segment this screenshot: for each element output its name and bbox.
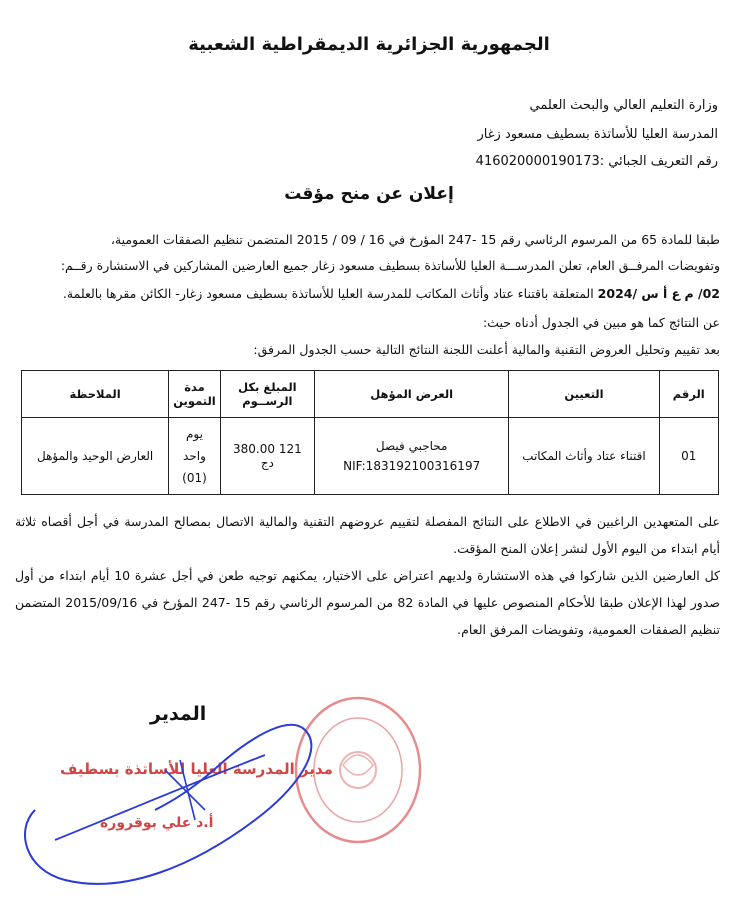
- table-row: [22, 418, 719, 495]
- table-header-row: [22, 371, 719, 418]
- duration-line-2: واحد: [183, 449, 206, 463]
- intro-line-3-rest: المتعلقة باقتناء عتاد وأثاث المكاتب للمدرسة العليا للأساتذة بسطيف مسعود زغار- الكائن مقرها بالعلمة.: [62, 286, 598, 301]
- director-title: المدير: [150, 703, 207, 725]
- tax-id-value: 416020000190173: [475, 154, 600, 169]
- header-num: الرقم: [659, 371, 718, 418]
- signature-stamp-line-2: أ.د علي بوقرورة: [100, 815, 214, 831]
- tax-id-line: [198, 154, 718, 170]
- results-table: [21, 370, 719, 495]
- announcement-title: إعلان عن منح مؤقت: [284, 184, 454, 204]
- handwritten-signature-image: [5, 700, 335, 900]
- duration-line-3: (01): [182, 471, 207, 485]
- header-duration: مدة التموين: [169, 371, 221, 418]
- offer-name: محاجبي فيصل: [375, 439, 448, 453]
- header-note: الملاحظة: [22, 371, 169, 418]
- intro-line-2: وتفويضات المرفــق العام، تعلن المدرســـة العليا للأساتذة بسطيف مسعود زغار جميع العارضين المشاركين في الاستشارة رقــم:: [60, 258, 720, 273]
- duration-line-1: يوم: [185, 427, 203, 441]
- intro-line-4: عن النتائج كما هو مبين في الجدول أدناه حيث:: [482, 315, 720, 330]
- cell-num: 01: [659, 418, 718, 495]
- header-offer: العرض المؤهل: [314, 371, 508, 418]
- signature-stamp-line-1: مدير المدرسة العليا للأساتذة بسطيف: [60, 760, 333, 778]
- cell-note: العارض الوحيد والمؤهل: [22, 418, 169, 495]
- header-amount: المبلغ بكل الرســوم: [220, 371, 314, 418]
- amount-value: 121 380.00 دج: [233, 442, 302, 470]
- school-line: المدرسة العليا للأساتذة بسطيف مسعود زغار: [477, 127, 718, 142]
- intro-line-1: طبقا للمادة 65 من المرسوم الرئاسي رقم 15 -247 المؤرخ في 16 / 09 / 2015 المتضمن تنظيم الصفقات العمومية،: [110, 232, 720, 247]
- intro-line-3: [15, 286, 720, 302]
- offer-nif: NIF:183192100316197: [343, 459, 481, 473]
- cell-offer: [314, 418, 508, 495]
- cell-amount: [220, 418, 314, 495]
- tax-id-label: رقم التعريف الجبائي :: [599, 154, 718, 169]
- ministry-line: وزارة التعليم العالي والبحث العلمي: [529, 98, 718, 113]
- cell-designation: اقتناء عتاد وأثاث المكاتب: [509, 418, 659, 495]
- consultation-number: 02/ م ع أ س /2024: [597, 286, 720, 301]
- body-paragraph-1: على المتعهدين الراغبين في الاطلاع على النتائج المفصلة لتقييم عروضهم التقنية والمالية الاتصال بمصالح المدرسة في أجل أقصاه ثلاثة أيام ابتداء من اليوم الأول لنشر إعلان المنح المؤقت.: [15, 514, 720, 556]
- body-paragraph-2: كل العارضين الذين شاركوا في هذه الاستشارة ولديهم اعتراض على الاختيار، يمكنهم توجيه طعن في أجل عشرة 10 أيام ابتداء من أول صدور لهذا الإعلان طبقا للأحكام المنصوص عليها في المادة 82 من المرسوم الرئاسي رقم 15 -247 المؤرخ في 2015/09/16 المتضمن تنظيم الصفقات العمومية، وتفويضات المرفق العام.: [15, 568, 720, 637]
- republic-title: الجمهورية الجزائرية الديمقراطية الشعبية: [188, 34, 550, 55]
- cell-duration: [169, 418, 221, 495]
- intro-line-5: بعد تقييم وتحليل العروض التقنية والمالية أعلنت اللجنة النتائج التالية حسب الجدول المرفق:: [253, 342, 720, 357]
- header-designation: التعيين: [509, 371, 659, 418]
